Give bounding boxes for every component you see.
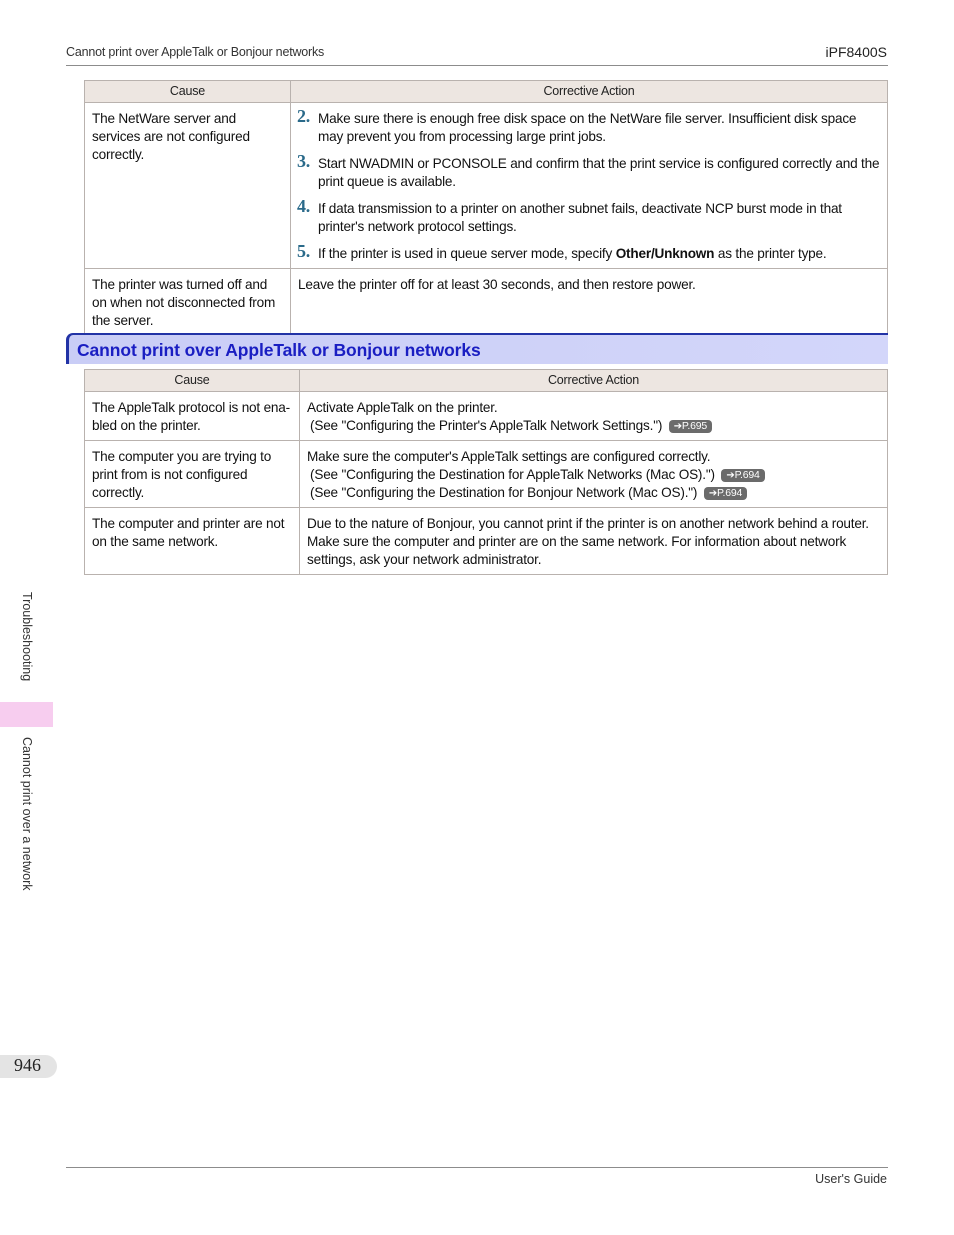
see-reference bbox=[307, 484, 880, 502]
page-link-label: P.694 bbox=[717, 487, 743, 499]
see-reference bbox=[307, 417, 880, 435]
appletalk-table bbox=[84, 369, 888, 575]
header-section-title: Cannot print over AppleTalk or Bonjour networks bbox=[66, 45, 325, 59]
step-item bbox=[297, 196, 880, 236]
see-text: (See "Configuring the Destination for AppleTalk Networks (Mac OS).") bbox=[310, 467, 715, 482]
action-cell: Leave the printer off for at least 30 seconds, and then restore power. bbox=[291, 269, 888, 336]
step-text: If data transmission to a printer on another subnet fails, deactivate NCP burst mode in that printer's network protocol settings. bbox=[318, 201, 842, 234]
table-row bbox=[85, 441, 888, 508]
action-text: Activate AppleTalk on the printer. bbox=[307, 400, 498, 415]
see-reference bbox=[307, 466, 880, 484]
arrow-right-icon: ➔ bbox=[673, 421, 682, 432]
section-heading-text: Cannot print over AppleTalk or Bonjour networks bbox=[77, 340, 481, 360]
netware-table bbox=[84, 80, 888, 336]
page-link[interactable] bbox=[669, 420, 712, 433]
footer-guide: User's Guide bbox=[815, 1172, 887, 1186]
table-row bbox=[85, 392, 888, 441]
page-link-label: P.694 bbox=[734, 469, 760, 481]
page-link[interactable] bbox=[721, 469, 764, 482]
step-number: 2. bbox=[297, 106, 311, 126]
step-number: 3. bbox=[297, 151, 311, 171]
table-row bbox=[85, 269, 888, 336]
action-header: Corrective Action bbox=[291, 81, 888, 103]
action-cell: Due to the nature of Bonjour, you cannot print if the printer is on another network behind a router. Make sure the computer and printer are on the same network. For information about network settings, ask your network administrator. bbox=[300, 508, 888, 575]
table-row bbox=[85, 508, 888, 575]
cause-cell: The computer and printer are not on the same network. bbox=[85, 508, 300, 575]
step-text: If the printer is used in queue server mode, specify bbox=[318, 246, 616, 261]
action-cell bbox=[300, 392, 888, 441]
arrow-right-icon: ➔ bbox=[708, 488, 718, 499]
sidebar-section: Cannot print over a network bbox=[20, 737, 34, 891]
header-divider bbox=[66, 65, 888, 66]
sidebar-marker bbox=[0, 702, 53, 727]
footer-divider bbox=[66, 1167, 888, 1168]
action-cell bbox=[291, 103, 888, 269]
step-text-end: as the printer type. bbox=[714, 246, 827, 261]
sidebar-chapter: Troubleshooting bbox=[20, 592, 34, 682]
table-header-row bbox=[85, 370, 888, 392]
step-item bbox=[297, 151, 880, 191]
cause-cell: The printer was turned off and on when not disconnected from the server. bbox=[85, 269, 291, 336]
header-model: iPF8400S bbox=[825, 44, 887, 60]
arrow-right-icon: ➔ bbox=[726, 470, 735, 481]
cause-cell: The AppleTalk protocol is not ena-bled on the printer. bbox=[85, 392, 300, 441]
cause-cell: The NetWare server and services are not configured correctly. bbox=[85, 103, 291, 269]
step-text: Start NWADMIN or PCONSOLE and confirm that the print service is configured correctly and the print queue is available. bbox=[318, 156, 880, 189]
table-header-row bbox=[85, 81, 888, 103]
printer-type-value: Other/Unknown bbox=[615, 246, 715, 261]
step-number: 5. bbox=[297, 241, 311, 261]
action-cell bbox=[300, 441, 888, 508]
action-text: Make sure the computer's AppleTalk settings are configured correctly. bbox=[307, 449, 711, 464]
cause-cell: The computer you are trying to print from is not configured correctly. bbox=[85, 441, 300, 508]
page-link[interactable] bbox=[704, 487, 747, 500]
step-item bbox=[297, 241, 880, 263]
cause-header: Cause bbox=[85, 370, 300, 392]
step-list bbox=[297, 106, 880, 263]
action-header: Corrective Action bbox=[300, 370, 888, 392]
table-row bbox=[85, 103, 888, 269]
see-text: (See "Configuring the Printer's AppleTalk Network Settings.") bbox=[310, 418, 663, 433]
step-text: Make sure there is enough free disk space on the NetWare file server. Insufficient disk space may prevent you from processing large print jobs. bbox=[318, 111, 857, 144]
page-link-label: P.695 bbox=[681, 420, 708, 432]
step-number: 4. bbox=[297, 196, 311, 216]
step-item bbox=[297, 106, 880, 146]
cause-header: Cause bbox=[85, 81, 291, 103]
section-heading bbox=[66, 333, 888, 364]
page-number: 946 bbox=[14, 1055, 41, 1075]
see-text: (See "Configuring the Destination for Bonjour Network (Mac OS).") bbox=[310, 485, 698, 500]
